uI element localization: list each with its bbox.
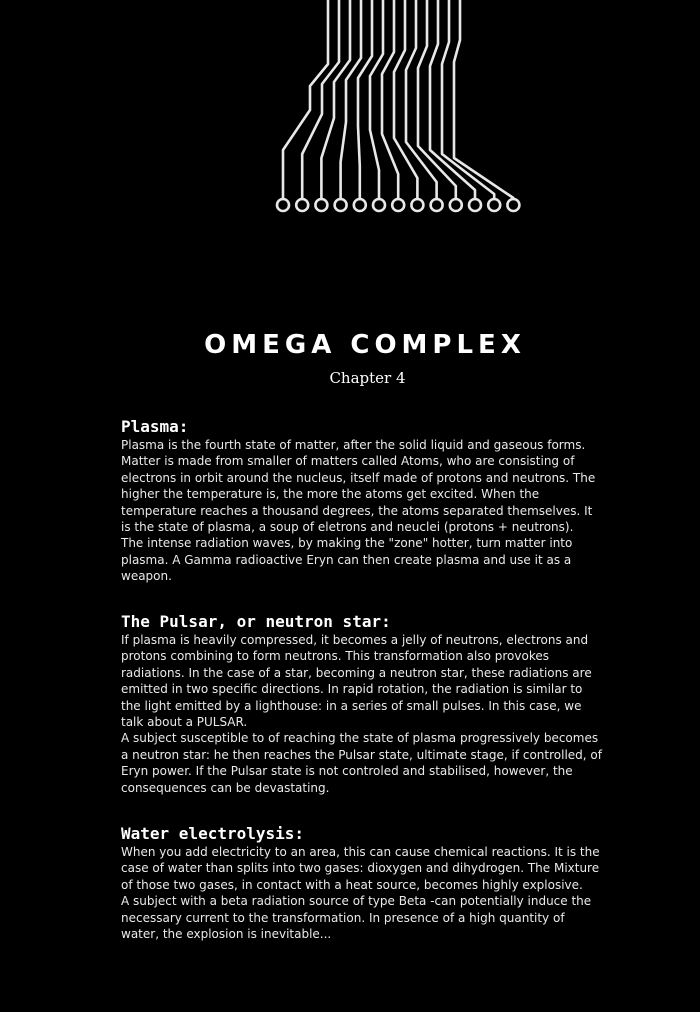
- section-heading: Water electrolysis:: [121, 824, 305, 843]
- circuit-node: [354, 199, 366, 211]
- page-title: OMEGA COMPLEX: [204, 330, 526, 360]
- section-water-electrolysis: [121, 824, 621, 942]
- circuit-node: [315, 199, 327, 211]
- circuit-node: [392, 199, 404, 211]
- circuit-node: [296, 199, 308, 211]
- section-body: When you add electricity to an area, this can cause chemical reactions. It is the case of water than splits into two gases: dioxygen and dihydrogen. The Mixture of those two gases, in contact with a heat source, becomes highly explosive. A subject with a beta radiation source of type Beta -can potentially induce the necessary current to the transformation. In presence of a high quantity of water, the explosion is inevitable...: [121, 845, 600, 942]
- circuit-node: [469, 199, 481, 211]
- circuit-node: [411, 199, 423, 211]
- circuit-node: [277, 199, 289, 211]
- circuit-node: [335, 199, 347, 211]
- section-heading: The Pulsar, or neutron star:: [121, 612, 391, 631]
- section-pulsar: [121, 612, 621, 796]
- section-heading: Plasma:: [121, 417, 189, 436]
- circuit-node: [488, 199, 500, 211]
- section-body: Plasma is the fourth state of matter, after the solid liquid and gaseous forms. Matter is made from smaller of matters called Atoms, who are consisting of electrons in orbit around the nucleus, itself made of protons and neutrons. The higher the temperature is, the more the atoms get excited. When the temperature reaches a thousand degrees, the atoms separated themselves. It is the state of plasma, a soup of eletrons and neuclei (protons + neutrons). The intense radiation waves, by making the "zone" hotter, turn matter into plasma. A Gamma radioactive Eryn can then create plasma and use it as a weapon.: [121, 438, 596, 584]
- circuit-lines-graphic: [270, 0, 530, 230]
- circuit-trace: [406, 0, 437, 199]
- section-plasma: [121, 417, 621, 585]
- section-body: If plasma is heavily compressed, it becomes a jelly of neutrons, electrons and protons combining to form neutrons. This transformation also provokes radiations. In the case of a star, becoming a neutron star, these radiations are emitted in two specific directions. In rapid rotation, the radiation is similar to the light emitted by a lighthouse: in a series of small pulses. In this case, we talk about a PULSAR. A subject susceptible to of reaching the state of plasma progressively becomes a neutron star: he then reaches the Pulsar state, ultimate stage, if controlled, of Eryn power. If the Pulsar state is not controled and stabilised, however, the consequences can be devastating.: [121, 633, 602, 795]
- circuit-node: [373, 199, 385, 211]
- circuit-trace: [382, 0, 398, 199]
- circuit-node: [450, 199, 462, 211]
- circuit-node: [431, 199, 443, 211]
- chapter-label: Chapter 4: [329, 369, 406, 387]
- circuit-node: [507, 199, 519, 211]
